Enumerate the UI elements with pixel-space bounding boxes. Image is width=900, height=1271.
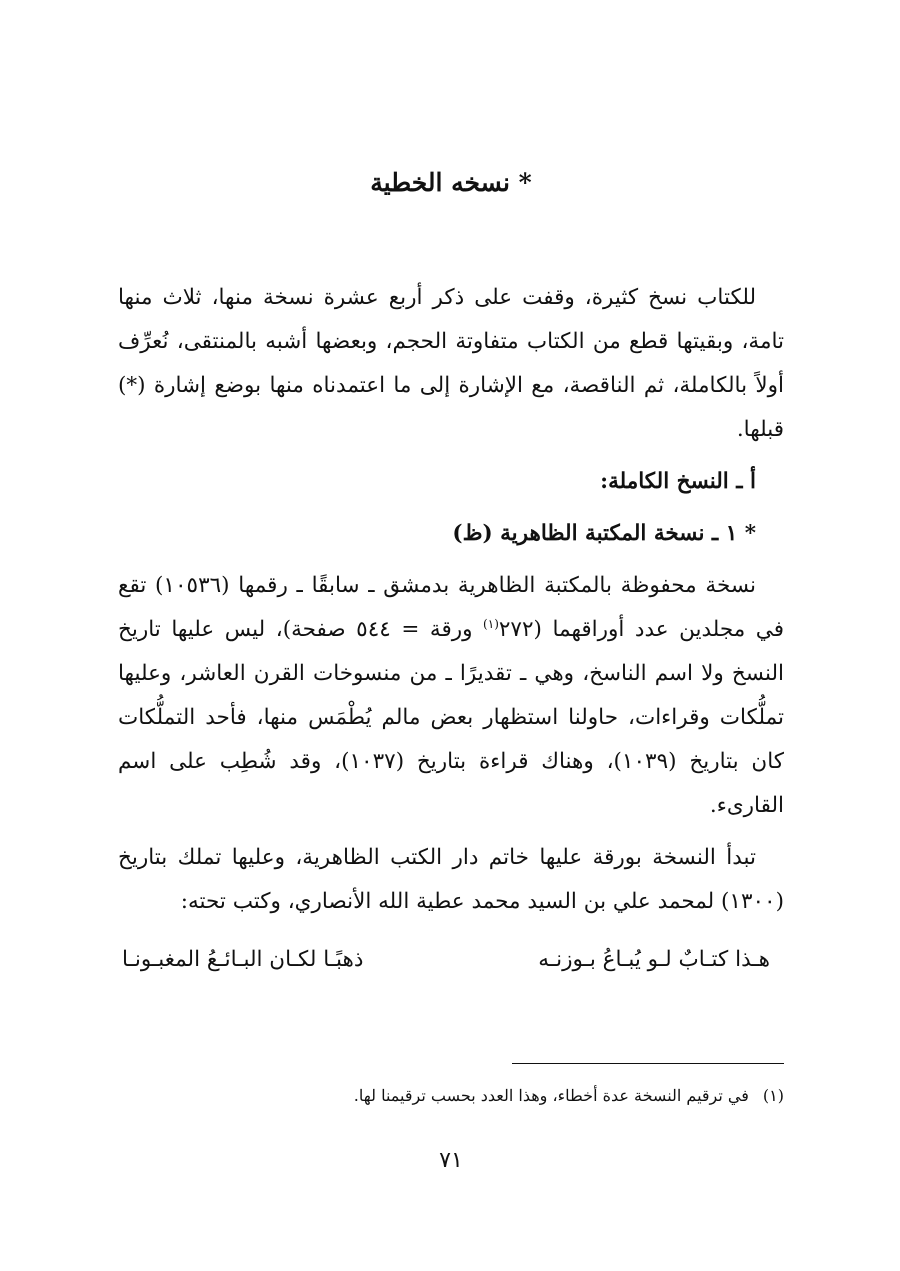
start-paragraph: تبدأ النسخة بورقة عليها خاتم دار الكتب الظاهرية، وعليها تملك بتاريخ (١٣٠٠) لمحمد علي بن السيد محمد عطية الله الأنصاري، وكتب تحته: — [118, 845, 784, 914]
description-text-end: ورقة = ٥٤٤ صفحة)، ليس عليها تاريخ النسخ ولا اسم الناسخ، وهي ـ تقديرًا ـ من منسوخات القرن العاشر، وعليها تملُّكات وقراءات، حاولنا استظهار بعض مالم يُطْمَس منها، فأحد التملُّكات كان بتاريخ (١٠٣٩)، وهناك قراءة بتاريخ (١٠٣٧)، وقد شُطِب على اسم القارىء. — [118, 617, 784, 818]
footnote-marker: (١) — [483, 616, 499, 631]
subsection-heading: * ١ ـ نسخة المكتبة الظاهرية (ظ) — [452, 521, 756, 546]
footnote-divider — [512, 1063, 784, 1064]
footnote — [118, 1082, 784, 1110]
verse-second-hemistich: ذهبًـا لكـان البـائـعُ المغبـونـا — [122, 947, 364, 972]
description-text-start: نسخة محفوظة بالمكتبة الظاهرية بدمشق ـ سابقًا ـ رقمها (١٠٥٣٦) تقع في مجلدين عدد أوراقهما (٢٧٢ — [118, 573, 785, 642]
poetry-verse — [118, 938, 784, 982]
section-heading: أ ـ النسخ الكاملة: — [600, 469, 756, 494]
page-number: ٧١ — [439, 1148, 463, 1173]
main-text — [118, 276, 784, 982]
footnote-text: في ترقيم النسخة عدة أخطاء، وهذا العدد بحسب ترقيمنا لها. — [353, 1086, 749, 1105]
page-title: * نسخه الخطية — [370, 168, 532, 197]
description-paragraph — [118, 564, 784, 828]
intro-paragraph: للكتاب نسخ كثيرة، وقفت على ذكر أربع عشرة نسخة منها، ثلاث منها تامة، وبقيتها قطع من الكتاب متفاوتة الحجم، وبعضها أشبه بالمنتقى، نُعرِّف أولاً بالكاملة، ثم الناقصة، مع الإشارة إلى ما اعتمدناه منها بوضع إشارة (*) قبلها. — [118, 285, 784, 442]
verse-first-hemistich: هـذا كتـابٌ لـو يُبـاعُ بـوزنـه — [538, 947, 770, 972]
book-page — [118, 0, 784, 1271]
footnote-number: (١) — [762, 1086, 784, 1105]
